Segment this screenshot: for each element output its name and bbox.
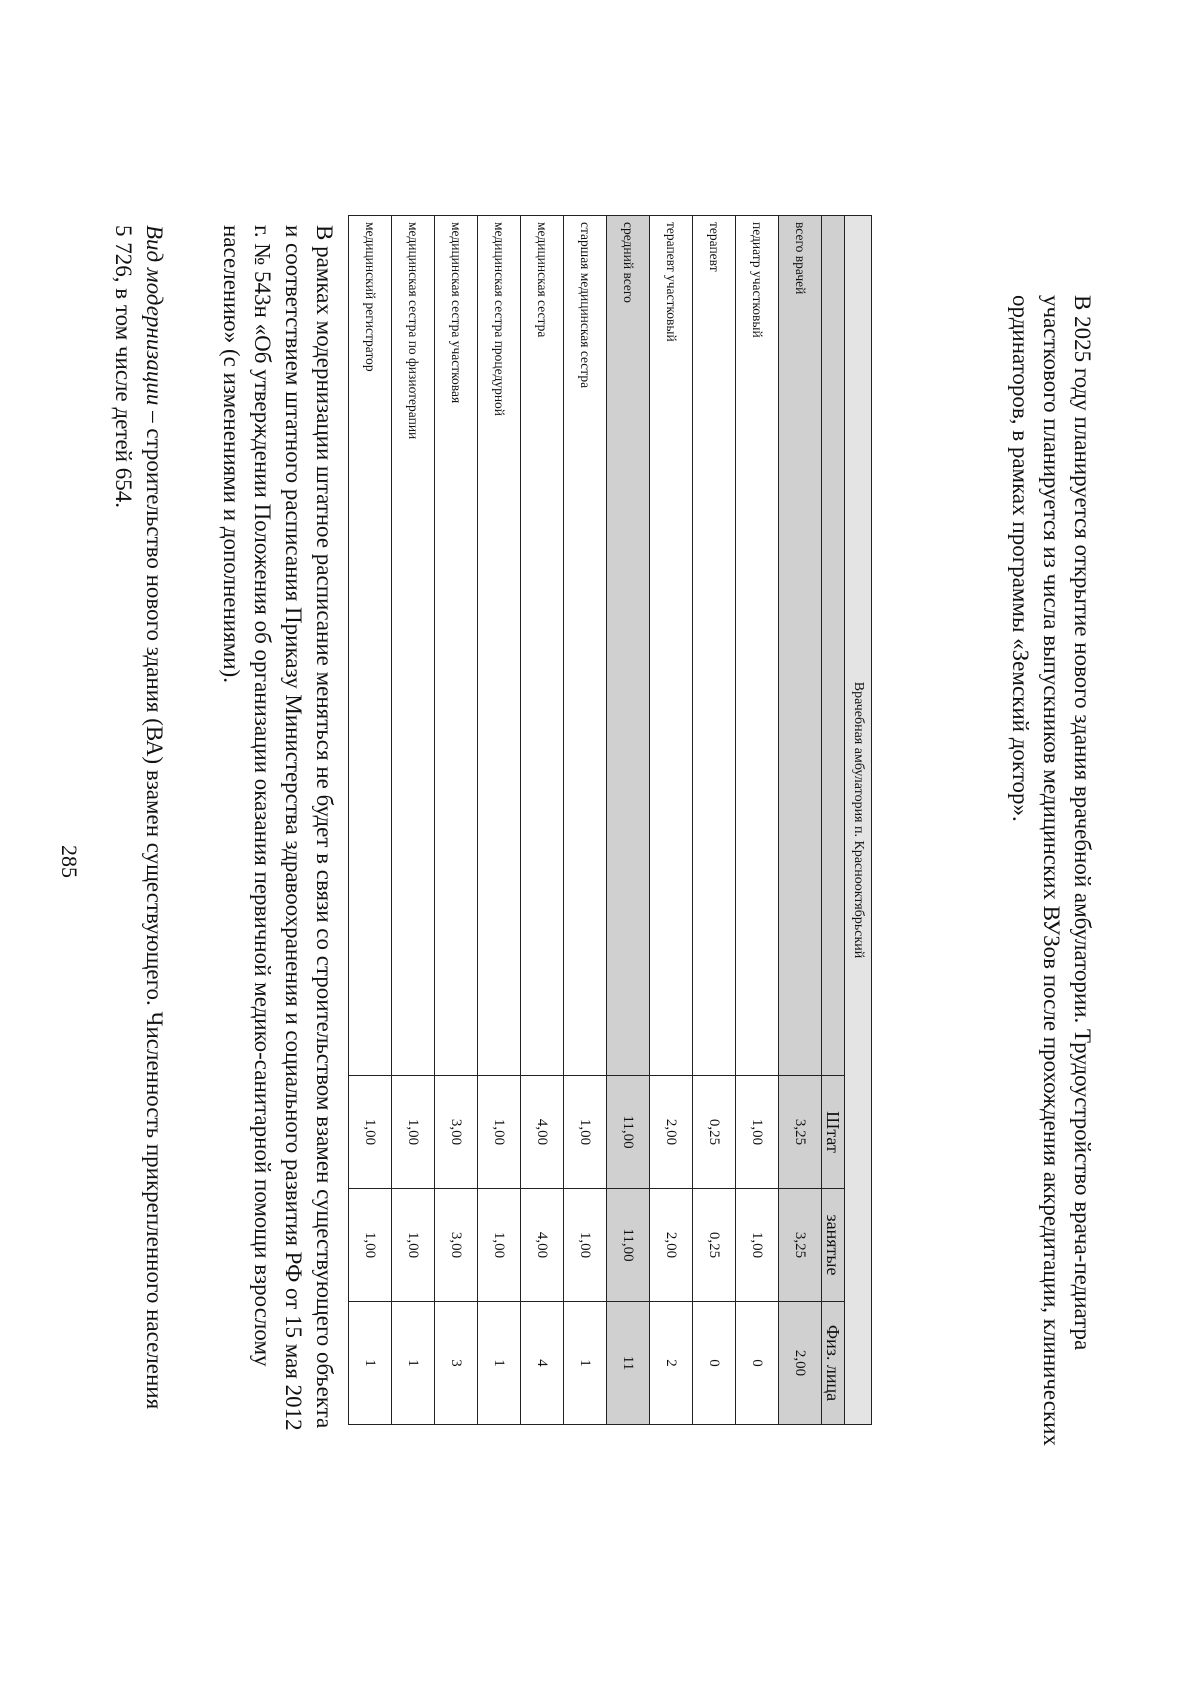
row-fiz: 1 bbox=[478, 1302, 521, 1425]
row-shtat: 0,25 bbox=[693, 1076, 736, 1189]
table-row bbox=[521, 216, 564, 1425]
row-label: старшая медицинская сестра bbox=[564, 216, 607, 1076]
row-zanyatye: 1,00 bbox=[564, 1189, 607, 1302]
table-row bbox=[693, 216, 736, 1425]
row-shtat: 2,00 bbox=[650, 1076, 693, 1189]
modernization-label: Вид модернизации bbox=[142, 225, 167, 406]
table-row bbox=[392, 216, 435, 1425]
row-shtat: 4,00 bbox=[521, 1076, 564, 1189]
row-shtat: 1,00 bbox=[564, 1076, 607, 1189]
plan-paragraph bbox=[1005, 225, 1098, 1490]
row-fiz: 0 bbox=[736, 1302, 779, 1425]
staffing-paragraph bbox=[216, 225, 340, 1500]
modernization-line-1 bbox=[139, 225, 170, 1500]
row-fiz: 2 bbox=[650, 1302, 693, 1425]
row-label: медицинская сестра по физиотерапии bbox=[392, 216, 435, 1076]
row-fiz: 1 bbox=[392, 1302, 435, 1425]
row-fiz: 4 bbox=[521, 1302, 564, 1425]
page-number: 285 bbox=[57, 845, 82, 878]
row-zanyatye: 0,25 bbox=[693, 1189, 736, 1302]
row-label: терапевт bbox=[693, 216, 736, 1076]
row-label: средний всего bbox=[607, 216, 650, 1076]
table-row bbox=[435, 216, 478, 1425]
table-header-row bbox=[822, 216, 845, 1425]
staffing-line-4: населению» (с изменениями и дополнениями). bbox=[219, 225, 244, 683]
table-header-blank bbox=[822, 216, 845, 1076]
row-zanyatye: 1,00 bbox=[478, 1189, 521, 1302]
modernization-text: – строительство нового здания (ВА) взамен существующего. Численность прикрепленного населения bbox=[142, 405, 167, 1410]
staffing-line-3: г. № 543н «Об утверждении Положения об организации оказания первичной медико-санитарной помощи взрослому bbox=[250, 225, 275, 1367]
row-shtat: 11,00 bbox=[607, 1076, 650, 1189]
row-shtat: 1,00 bbox=[478, 1076, 521, 1189]
row-label: всего врачей bbox=[779, 216, 822, 1076]
table-row bbox=[650, 216, 693, 1425]
row-zanyatye: 3,00 bbox=[435, 1189, 478, 1302]
modernization-paragraph bbox=[108, 225, 170, 1500]
row-shtat: 1,00 bbox=[349, 1076, 392, 1189]
table-caption-row bbox=[845, 216, 872, 1425]
row-label: медицинская сестра участковая bbox=[435, 216, 478, 1076]
plan-line-1: В 2025 году планируется открытие нового здания врачебной амбулатории. Трудоустройство врача-педиатра bbox=[1070, 295, 1095, 1351]
staffing-line-1: В рамках модернизации штатное расписание меняться не будет в связи со строительством взамен существующего объекта bbox=[312, 225, 337, 1429]
row-label: педиатр участковый bbox=[736, 216, 779, 1076]
row-fiz: 2,00 bbox=[779, 1302, 822, 1425]
row-fiz: 1 bbox=[564, 1302, 607, 1425]
plan-line-3: ординаторов, в рамках программы «Земский доктор». bbox=[1008, 295, 1033, 822]
row-zanyatye: 1,00 bbox=[392, 1189, 435, 1302]
row-zanyatye: 1,00 bbox=[736, 1189, 779, 1302]
row-label: терапевт участковый bbox=[650, 216, 693, 1076]
table-row bbox=[349, 216, 392, 1425]
staffing-line-2: и соответствием штатного расписания Приказу Министерства здравоохранения и социального развития РФ от 15 мая 2012 bbox=[281, 225, 306, 1431]
row-shtat: 3,25 bbox=[779, 1076, 822, 1189]
table-row bbox=[478, 216, 521, 1425]
population-line: 5 726, в том числе детей 654. bbox=[111, 225, 136, 508]
row-zanyatye: 3,25 bbox=[779, 1189, 822, 1302]
row-shtat: 1,00 bbox=[736, 1076, 779, 1189]
row-shtat: 3,00 bbox=[435, 1076, 478, 1189]
row-zanyatye: 2,00 bbox=[650, 1189, 693, 1302]
table-row bbox=[779, 216, 822, 1425]
row-zanyatye: 4,00 bbox=[521, 1189, 564, 1302]
row-fiz: 3 bbox=[435, 1302, 478, 1425]
staffing-table bbox=[348, 215, 872, 1425]
table-header-zanyatye: занятые bbox=[822, 1189, 845, 1302]
row-label: медицинская сестра bbox=[521, 216, 564, 1076]
table-caption: Врачебная амбулатория п. Краснооктябрьский bbox=[845, 216, 872, 1425]
row-label: медицинский регистратор bbox=[349, 216, 392, 1076]
plan-line-2: участкового планируется из числа выпускников медицинских ВУЗов после прохождения аккредитации, клинических bbox=[1039, 295, 1064, 1446]
table-row bbox=[736, 216, 779, 1425]
row-zanyatye: 11,00 bbox=[607, 1189, 650, 1302]
table-header-shtat: Штат bbox=[822, 1076, 845, 1189]
row-fiz: 0 bbox=[693, 1302, 736, 1425]
table-row bbox=[607, 216, 650, 1425]
row-fiz: 1 bbox=[349, 1302, 392, 1425]
row-fiz: 11 bbox=[607, 1302, 650, 1425]
row-zanyatye: 1,00 bbox=[349, 1189, 392, 1302]
row-label: медицинская сестра процедурной bbox=[478, 216, 521, 1076]
row-shtat: 1,00 bbox=[392, 1076, 435, 1189]
table-row bbox=[564, 216, 607, 1425]
table-header-fiz: Физ. лица bbox=[822, 1302, 845, 1425]
